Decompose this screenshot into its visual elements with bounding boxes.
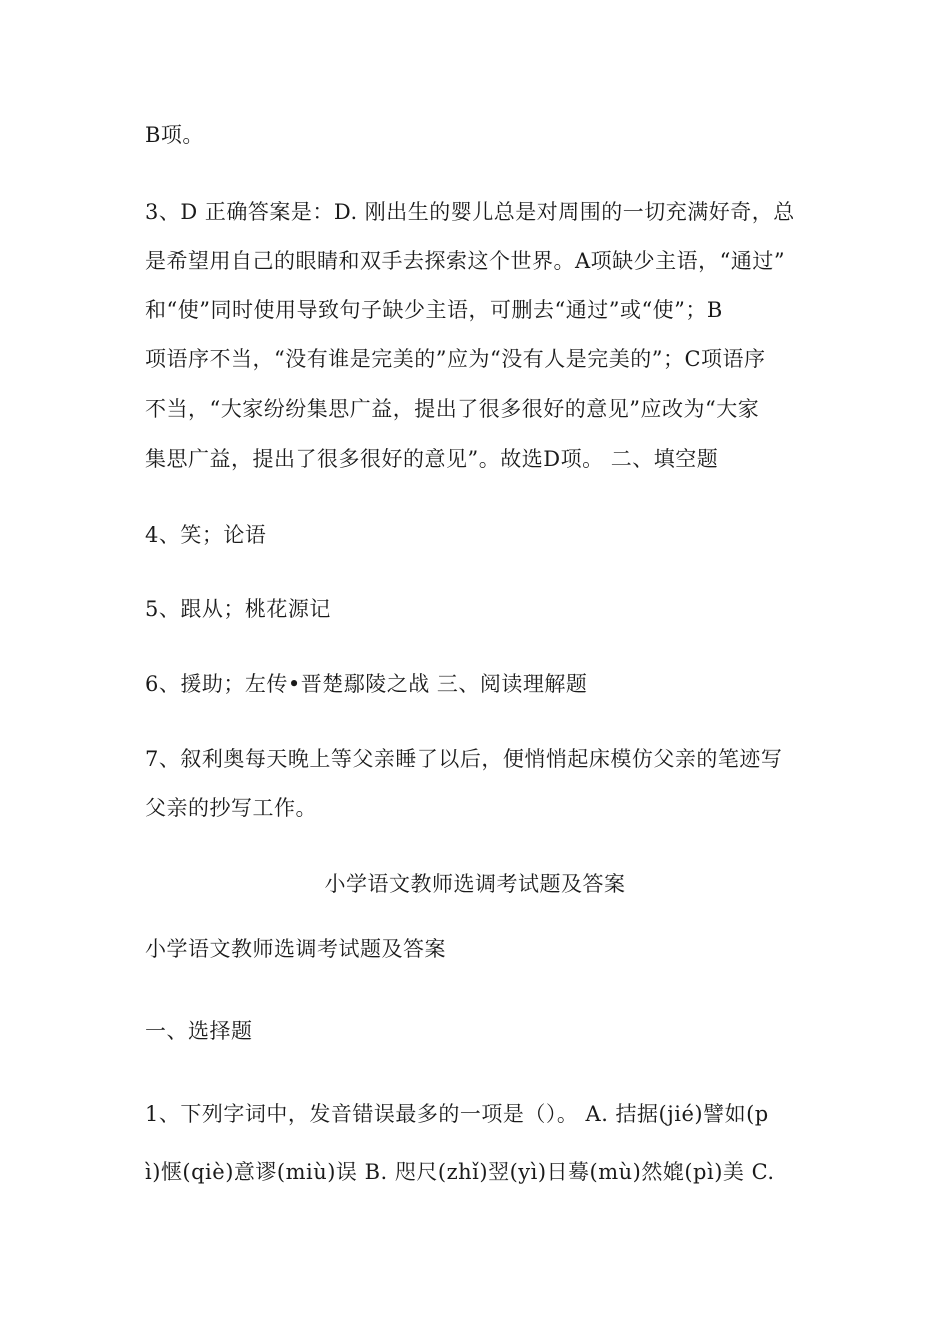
answer-7: 7、叙利奥每天晚上等父亲睡了以后，便悄悄起床模仿父亲的笔迹写	[145, 747, 783, 771]
part-heading: 一、选择题	[145, 1019, 253, 1043]
section-heading: 小学语文教师选调考试题及答案	[145, 937, 446, 961]
text-line: 集思广益，提出了很多很好的意见”。故选D项。 二、填空题	[145, 447, 719, 471]
answer-4: 4、笑；论语	[145, 523, 267, 547]
text-line: 项语序不当，“没有谁是完美的”应为“没有人是完美的”；C项语序	[145, 347, 766, 371]
text-line: 3、D 正确答案是：D. 刚出生的婴儿总是对周围的一切充满好奇，总	[145, 200, 795, 224]
text-line: 不当，“大家纷纷集思广益，提出了很多很好的意见”应改为“大家	[145, 397, 760, 421]
question-line: ì)惬(qiè)意谬(miù)误 B. 咫尺(zhǐ)翌(yì)日蓦(mù)然媲(pì)美 C.	[145, 1160, 775, 1184]
section-title: 小学语文教师选调考试题及答案	[324, 872, 626, 896]
text-line: 是希望用自己的眼睛和双手去探索这个世界。A项缺少主语，“通过”	[145, 249, 786, 273]
answer-5: 5、跟从；桃花源记	[145, 597, 331, 621]
text-line: 和“使”同时使用导致句子缺少主语，可删去“通过”或“使”；B	[145, 298, 723, 322]
question-line: 1、下列字词中，发音错误最多的一项是（）。 A. 拮据(jié)譬如(p	[145, 1102, 769, 1126]
text-line: B项。	[145, 123, 204, 147]
answer-6: 6、援助；左传•晋楚鄢陵之战 三、阅读理解题	[145, 672, 588, 696]
text-line: 父亲的抄写工作。	[145, 796, 317, 820]
